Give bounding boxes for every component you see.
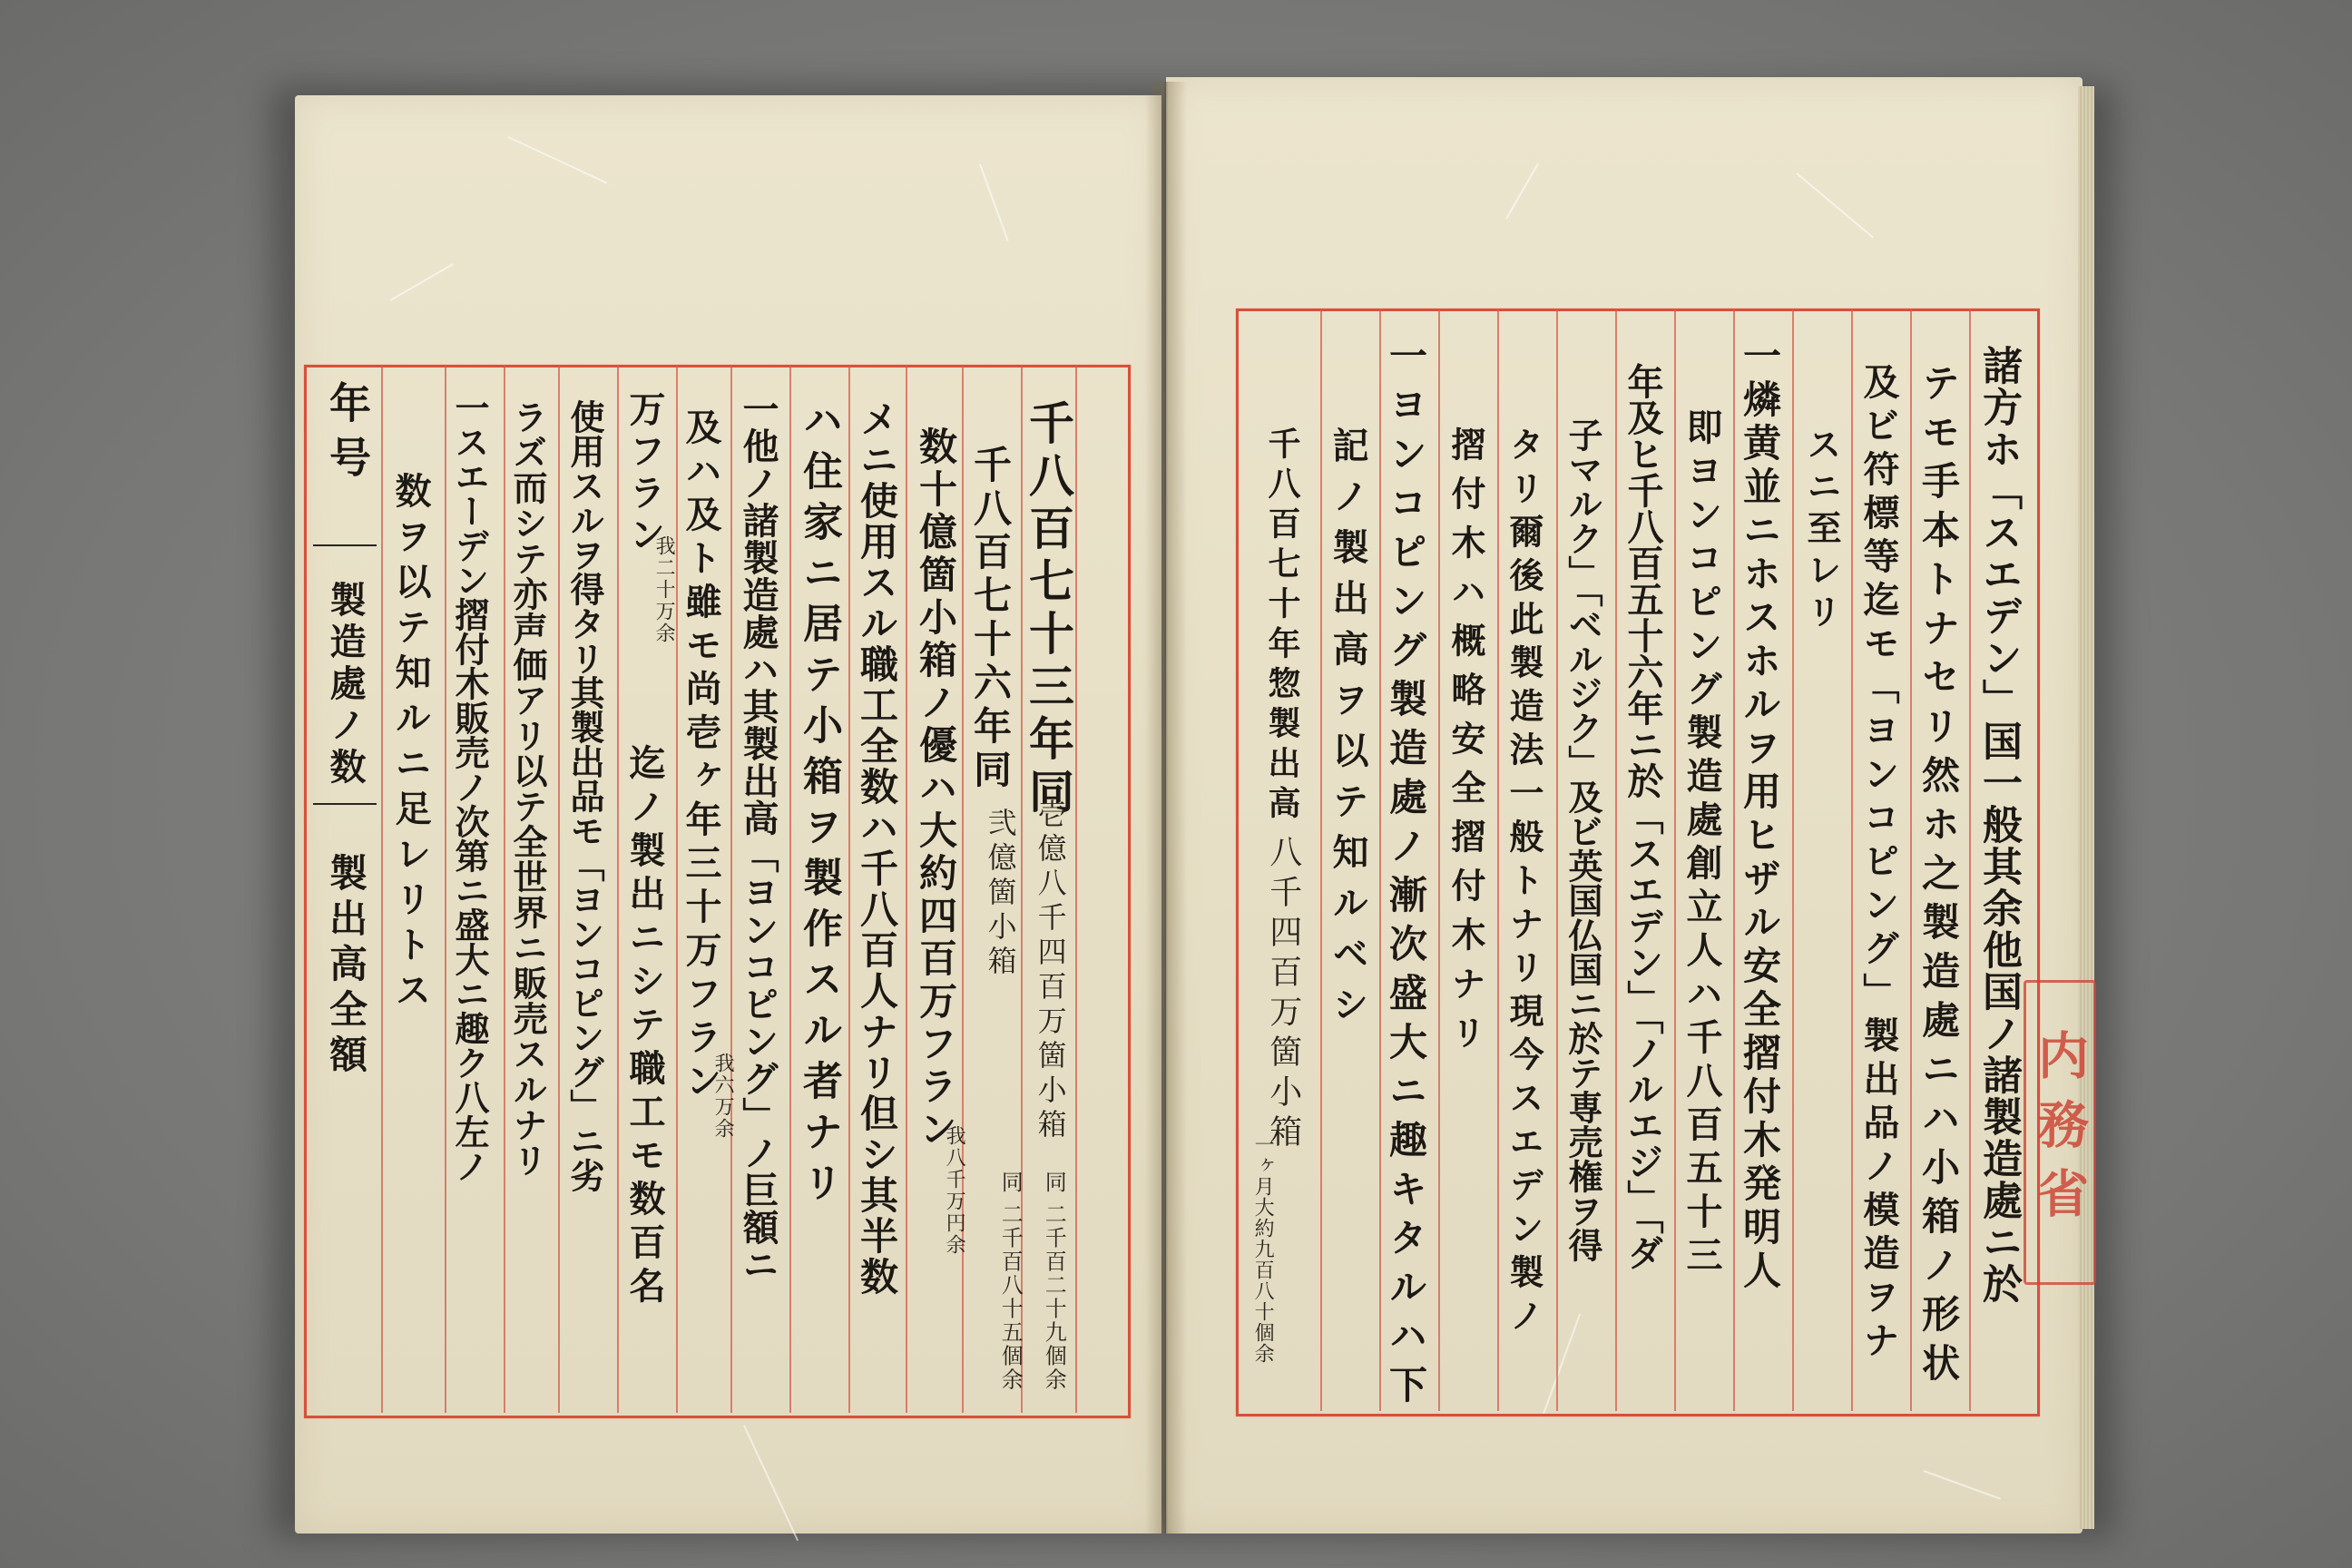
text-column: 一燐黄並ニホスホルヲ用ヒザル安全摺付木発明人 (1738, 336, 1782, 1294)
column-rule (1379, 309, 1381, 1411)
column-rule (676, 365, 678, 1413)
text-column: 千八百七十六年同 (968, 445, 1013, 793)
column-rule (1733, 309, 1735, 1411)
text-column: 諸方ホ「スエデン」国一般其余他国ノ諸製造處ニ於 (1975, 345, 2022, 1305)
column-rule (1792, 309, 1794, 1411)
column-rule (730, 365, 732, 1413)
text-column: タリ爾後此製造法一般トナリ現今スエデン製ノ (1504, 426, 1544, 1341)
annotation-amount: 弐億箇小箱 (983, 808, 1018, 980)
column-rule (906, 365, 907, 1413)
annotation-amount: 八千四百万箇小箱 (1264, 835, 1302, 1154)
column-rule (848, 365, 850, 1413)
column-rule (1497, 309, 1499, 1411)
text-column: ハ住家ニ居テ小箱ヲ製作スル者ナリ (796, 399, 842, 1212)
annotation-bottom: 同 二千百八十五個余 (997, 1171, 1024, 1392)
column-rule (558, 365, 560, 1413)
text-column: 使用スルヲ得タリ其製出品モ「ヨンコピング」ニ劣 (564, 399, 605, 1192)
table-header-year: 年号 (323, 381, 372, 490)
text-column: 摺付木ハ概略安全摺付木ナリ (1446, 426, 1486, 1063)
text-column: メニ使用スル職工全数ハ千八百人ナリ但シ其半数 (855, 399, 899, 1298)
text-column: 迄ノ製出ニシテ職工モ数百名 (623, 744, 666, 1310)
book-gutter (1145, 82, 1187, 1534)
text-column: 数十億箇小箱ノ優ハ大約四百万フラン (914, 426, 958, 1152)
annotation-small: 一ヶ月大約九百八十個余 (1251, 1134, 1275, 1364)
table-header-output: 製出高全額 (324, 853, 368, 1080)
text-column: ラズ而シテ亦声価アリ以テ全世界ニ販売スルナリ (507, 399, 548, 1178)
column-rule (1615, 309, 1617, 1411)
text-column: 及ハ及ト雖モ尚壱ヶ年三十万フラン (680, 408, 722, 1105)
column-rule (1438, 309, 1440, 1411)
text-column: テモ手本トナセリ然ホ之製造處ニハ小箱ノ形状 (1916, 363, 1961, 1392)
annotation-inline: 我二十万余 (652, 535, 676, 644)
column-rule (381, 365, 383, 1413)
column-rule (1674, 309, 1676, 1411)
text-column: 記ノ製出高ヲ以テ知ルベシ (1327, 426, 1369, 1036)
column-rule (1556, 309, 1558, 1411)
column-rule (504, 365, 505, 1413)
annotation-inline: 我八千万円余 (943, 1125, 966, 1256)
text-column: 即ヨンコピング製造處創立人ハ千八百五十三 (1681, 408, 1723, 1279)
column-rule (445, 365, 446, 1413)
text-column: 年及ヒ千八百五十六年ニ於「スエデン」「ノルエジ」「ダ (1622, 363, 1664, 1270)
text-column: 千八百七十三年同 (1022, 399, 1075, 820)
text-column: 一他ノ諸製造處ハ其製出高「ヨンコピング」ノ巨額ニ (737, 390, 779, 1283)
column-rule (1910, 309, 1912, 1411)
table-rule (313, 803, 377, 805)
text-column: 千八百七十年惣製出高 (1263, 426, 1301, 826)
text-column: 一スエーデン摺付木販売ノ次第ニ盛大ニ趣ク八左ノ (449, 390, 490, 1183)
annotation-amount: 壱億八千四百万箇小箱 (1033, 799, 1068, 1143)
table-header-factories: 製造處ノ数 (324, 581, 367, 789)
annotation-inline: 我六万余 (711, 1053, 735, 1140)
ministry-seal-stamp: 内務省 (2024, 980, 2096, 1285)
page-edge (2078, 86, 2094, 1529)
text-column: 万フラン (623, 390, 666, 557)
text-column: スニ至レリ (1801, 426, 1842, 635)
annotation-bottom: 同 二千百二十九個余 (1041, 1171, 1067, 1392)
text-column: 子マルク」「ベルジク」及ビ英国仏国ニ於テ専売権ヲ得 (1563, 417, 1603, 1262)
column-rule (617, 365, 619, 1413)
text-column: 数ヲ以テ知ルニ足レリトス (389, 472, 432, 1016)
column-rule (1969, 309, 1971, 1411)
column-rule (1851, 309, 1853, 1411)
column-rule (789, 365, 791, 1413)
table-rule (313, 544, 377, 546)
text-column: 及ビ符標等迄モ「ヨンコピング」製出品ノ模造ヲナ (1857, 363, 1900, 1365)
text-column: 一ヨンコピング製造處ノ漸次盛大ニ趣キタルハ下 (1384, 336, 1428, 1414)
column-rule (1075, 365, 1077, 1413)
column-rule (1320, 309, 1322, 1411)
